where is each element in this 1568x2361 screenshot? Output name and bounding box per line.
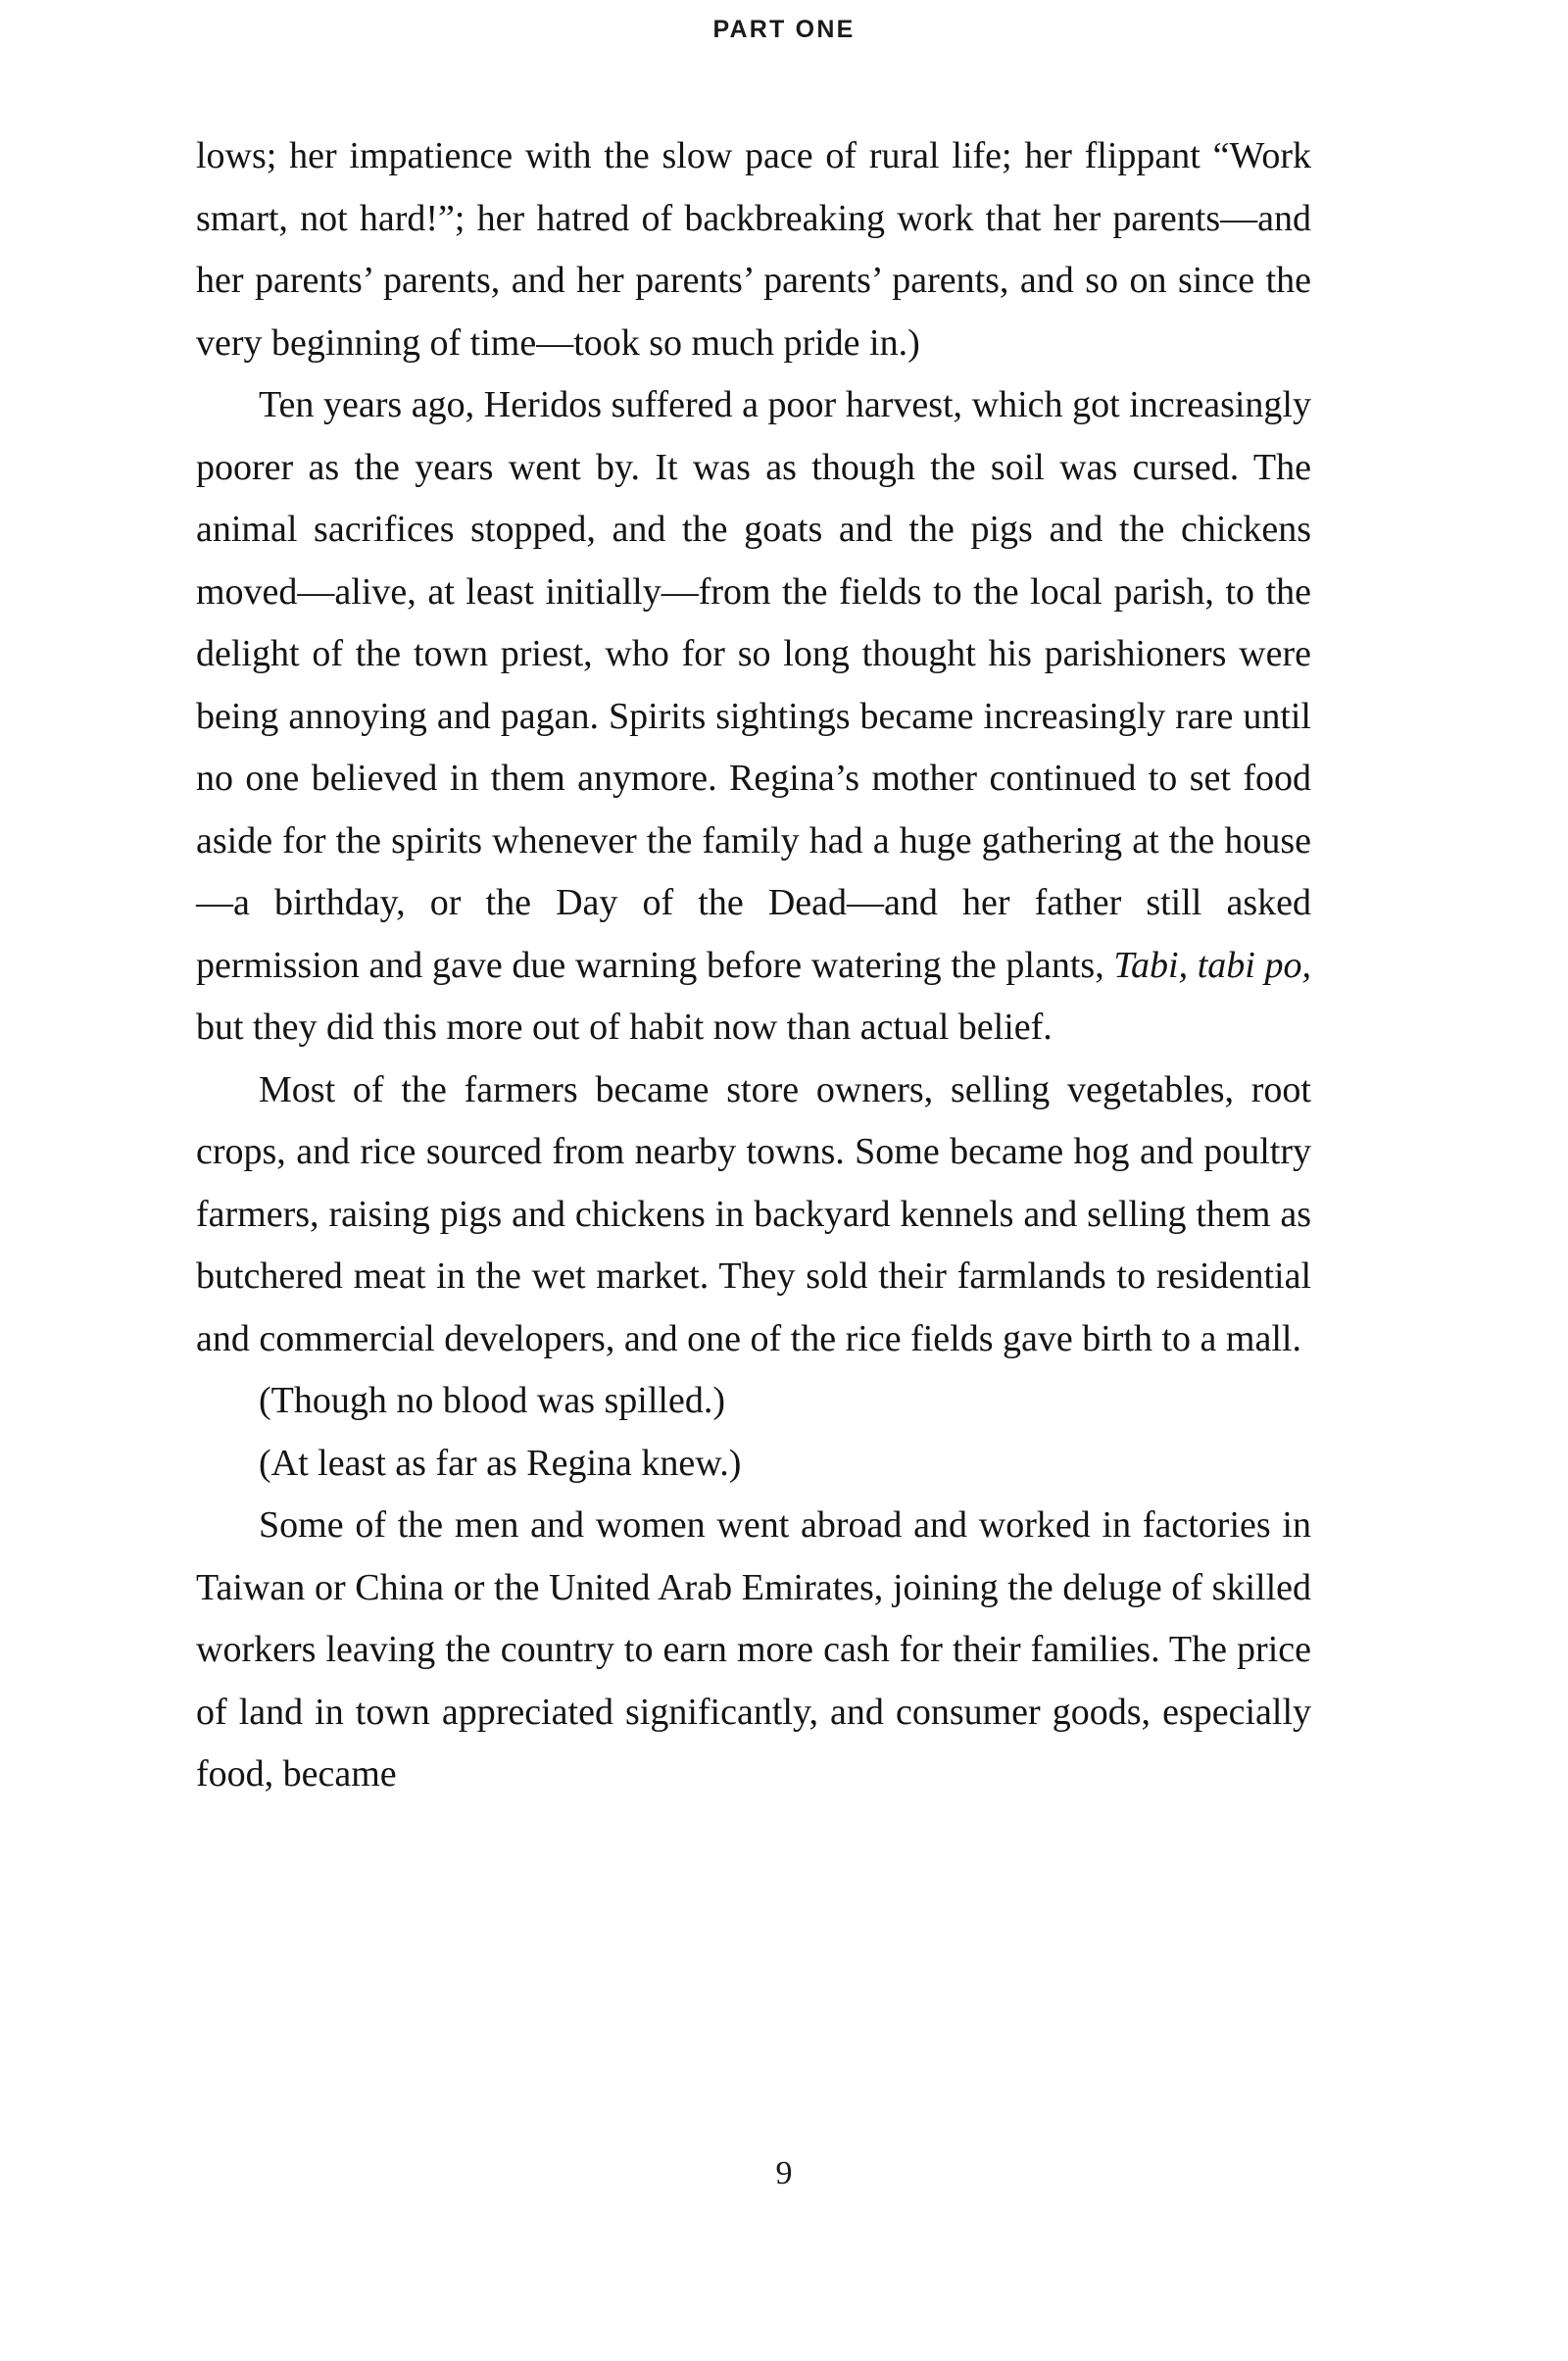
- para-ten-years-ago: [196, 374, 1311, 1059]
- text-run: (At least as far as Regina knew.): [259, 1442, 742, 1484]
- text-run: Most of the farmers became store owners, selling vegetables, root crops, and rice sourced from nearby towns. Some became hog and poultry farmers, raising pigs and chickens in backyard kennels and selling them as butchered meat in the wet market. They sold their farmlands to residential and commercial developers, and one of the rice fields gave birth to a mall.: [196, 1068, 1311, 1359]
- page-number: 9: [775, 2155, 793, 2191]
- text-run: Some of the men and women went abroad and worked in factories in Taiwan or China or the United Arab Emirates, joining the deluge of skilled workers leaving the country to earn more cash for their families. The price of land in town appreciated significantly, and consumer goods, especially food, became: [196, 1504, 1311, 1795]
- text-run: but they did this more out of habit now than actual belief.: [196, 1007, 1053, 1048]
- para-some-of-the-men: [196, 1495, 1311, 1806]
- text-run: (Though no blood was spilled.): [259, 1380, 726, 1421]
- para-though-no-blood: [196, 1370, 1311, 1433]
- italic-phrase: Tabi, tabi po,: [1113, 944, 1311, 986]
- text-run: lows; her impatience with the slow pace of rural life; her flippant “Work smart, not hard!”; her hatred of backbreaking work that her parents—and her parents’ parents, and her parents’ parents’ parents, and so on since the very beginning of time—took so much pride in.): [196, 135, 1311, 364]
- para-at-least-as-far: [196, 1433, 1311, 1496]
- body-text-block: [196, 125, 1311, 1806]
- para-most-farmers: [196, 1059, 1311, 1371]
- text-run: Ten years ago, Heridos suffered a poor harvest, which got increasingly poorer as the years went by. It was as though the soil was cursed. The animal sacrifices stopped, and the goats and the pigs and the chickens moved—alive, at least initially—from the fields to the local parish, to the delight of the town priest, who for so long thought his parishioners were being annoying and pagan. Spirits sightings became increasingly rare until no one believed in them anymore. Regina’s mother continued to set food aside for the spirits whenever the family had a huge gathering at the house—a birthday, or the Day of the Dead—and her father still asked permission and gave due warning before watering the plants,: [196, 384, 1311, 986]
- para-continuation: [196, 125, 1311, 374]
- running-head: PART ONE: [712, 15, 856, 43]
